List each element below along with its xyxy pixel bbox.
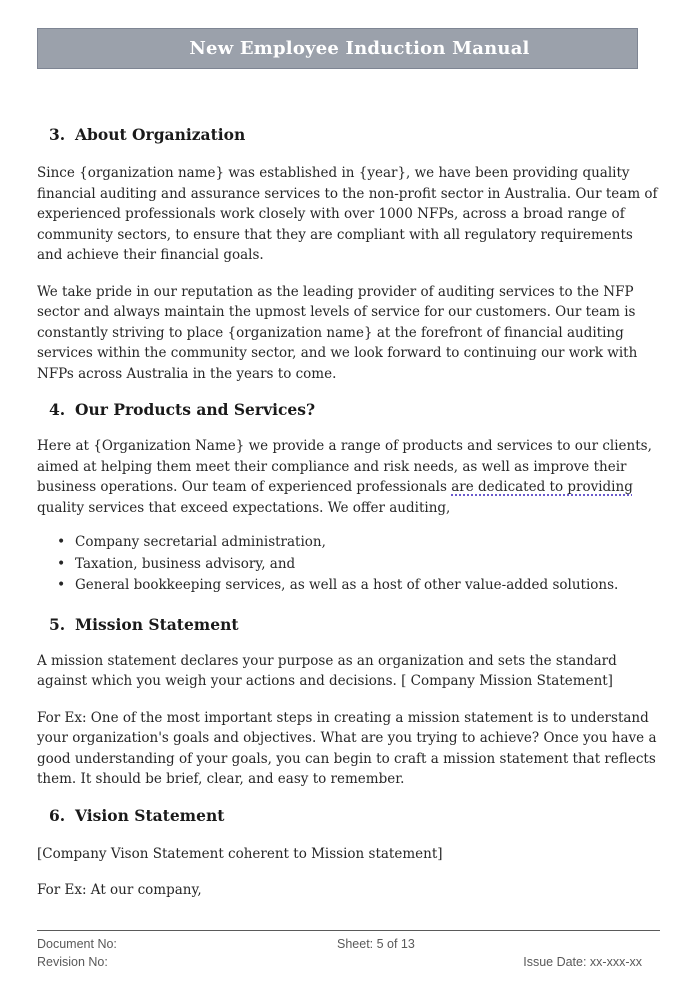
about-paragraph-2: We take pride in our reputation as the leading provider of auditing services to the NFP sector and always maintain the upmost levels of service for our customers. Our team is constantly striving to place {organization name} at the forefront of financial auditing services within the community sector, and we look forward to continuing our work with NFPs across Australia in the years to come. xyxy=(37,283,638,382)
page-footer xyxy=(37,930,660,971)
products-intro-after: quality services that exceed expectations. We offer auditing, xyxy=(37,499,451,516)
section-heading-mission-statement xyxy=(37,614,660,635)
document-title: New Employee Induction Manual xyxy=(189,38,530,59)
footer-row-1 xyxy=(37,935,660,953)
about-paragraph-1: Since {organization name} was established in {year}, we have been providing quality financial auditing and assurance services to the non-profit sector in Australia. Our team of experienced professionals work closely with over 1000 NFPs, across a broad range of community sectors, to ensure that they are compliant with all regulatory requirements and achieve their financial goals. xyxy=(37,165,658,263)
vision-paragraph-1: [Company Vison Statement coherent to Mission statement] xyxy=(37,845,443,862)
list-item: • Taxation, business advisory, and xyxy=(37,554,660,576)
section-heading-vision-statement xyxy=(37,805,660,826)
mission-paragraph-2: For Ex: One of the most important steps in creating a mission statement is to understand your organization's goals and objectives. What are you trying to achieve? Once you have a good understanding of your goals, you can begin to craft a mission statement that reflects them. It should be brief, clear, and easy to remember. xyxy=(37,709,657,787)
grammar-check-underlined-text: are dedicated to providing xyxy=(451,479,633,495)
section-title: About Organization xyxy=(75,125,246,144)
section-number: 6. xyxy=(49,805,66,825)
section-title: Our Products and Services? xyxy=(75,400,316,419)
section-number: 4. xyxy=(49,400,66,419)
revision-no-label: Revision No: xyxy=(37,955,108,969)
products-intro-paragraph xyxy=(37,436,660,518)
section-heading-about-organization xyxy=(37,124,660,145)
issue-date-label: Issue Date: xx-xxx-xx xyxy=(523,955,642,969)
section-title: Mission Statement xyxy=(75,614,239,634)
document-title-banner xyxy=(37,28,638,69)
products-intro-before: Here at {Organization Name} we provide a range of products and services to our clients, aimed at helping them meet their compliance and risk needs, as well as improve their business operations. Our team of experienced professionals xyxy=(37,438,652,495)
document-no-label: Document No: xyxy=(37,937,117,951)
section-title: Vision Statement xyxy=(75,805,225,825)
section-number: 3. xyxy=(49,125,66,144)
services-bullet-list xyxy=(37,532,660,597)
list-item: • Company secretarial administration, xyxy=(37,532,660,554)
vision-paragraph-2: For Ex: At our company, xyxy=(37,882,202,898)
document-content xyxy=(0,28,697,901)
section-number: 5. xyxy=(49,614,66,634)
section-heading-products-services xyxy=(37,399,660,420)
sheet-number: Sheet: 5 of 13 xyxy=(337,937,415,951)
list-item: • General bookkeeping services, as well as a host of other value-added solutions. xyxy=(37,575,660,597)
mission-paragraph-1: A mission statement declares your purpose as an organization and sets the standard against which you weigh your actions and decisions. [ Company Mission Statement] xyxy=(37,652,617,689)
footer-row-2 xyxy=(37,953,660,971)
